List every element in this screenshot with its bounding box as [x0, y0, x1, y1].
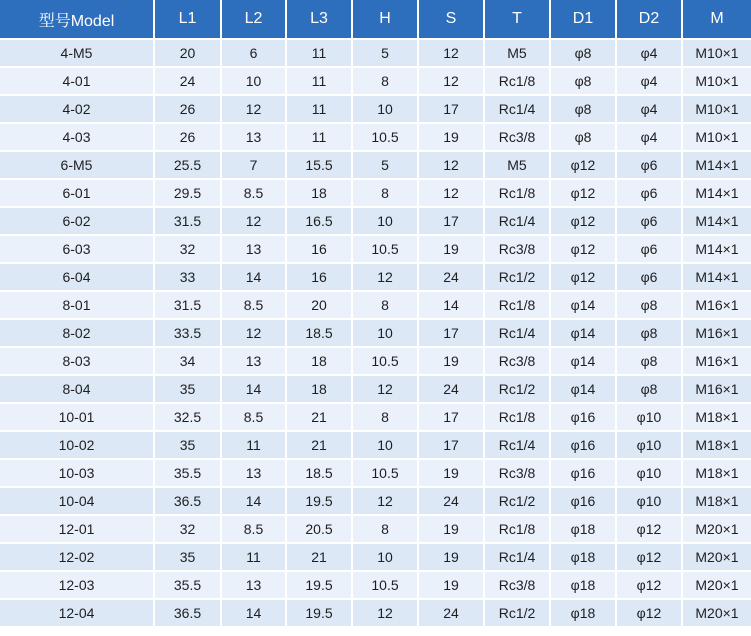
cell-model: 12-04	[0, 600, 155, 628]
table-row	[0, 516, 751, 544]
cell-d2: φ10	[617, 432, 683, 460]
cell-l3: 18	[287, 180, 353, 208]
cell-d1: φ8	[551, 68, 617, 96]
cell-l1: 32	[155, 236, 222, 264]
cell-l2: 14	[222, 376, 287, 404]
cell-l1: 35.5	[155, 572, 222, 600]
cell-d2: φ12	[617, 600, 683, 628]
cell-t: Rc3/8	[485, 348, 551, 376]
cell-d2: φ6	[617, 152, 683, 180]
cell-s: 12	[419, 40, 485, 68]
cell-model: 6-M5	[0, 152, 155, 180]
cell-l3: 18.5	[287, 460, 353, 488]
table-row	[0, 292, 751, 320]
cell-d1: φ18	[551, 516, 617, 544]
cell-h: 10	[353, 320, 419, 348]
cell-d1: φ14	[551, 320, 617, 348]
cell-t: Rc1/2	[485, 488, 551, 516]
table-row	[0, 208, 751, 236]
cell-model: 10-03	[0, 460, 155, 488]
cell-l3: 21	[287, 404, 353, 432]
cell-l3: 21	[287, 544, 353, 572]
cell-l1: 35	[155, 376, 222, 404]
table-row	[0, 432, 751, 460]
cell-d1: φ16	[551, 404, 617, 432]
cell-d2: φ6	[617, 208, 683, 236]
cell-d2: φ6	[617, 180, 683, 208]
cell-l1: 26	[155, 124, 222, 152]
cell-s: 19	[419, 460, 485, 488]
table-row	[0, 544, 751, 572]
cell-l3: 20	[287, 292, 353, 320]
cell-l1: 35	[155, 432, 222, 460]
cell-model: 6-03	[0, 236, 155, 264]
cell-m: M14×1	[683, 208, 751, 236]
cell-t: Rc1/8	[485, 292, 551, 320]
table-row	[0, 320, 751, 348]
cell-h: 10	[353, 208, 419, 236]
header-model: 型号Model	[0, 0, 155, 40]
cell-l3: 19.5	[287, 488, 353, 516]
table-row	[0, 236, 751, 264]
cell-l3: 16	[287, 264, 353, 292]
cell-l2: 10	[222, 68, 287, 96]
cell-h: 10.5	[353, 460, 419, 488]
cell-h: 5	[353, 152, 419, 180]
cell-d2: φ12	[617, 516, 683, 544]
cell-d1: φ12	[551, 208, 617, 236]
cell-l2: 13	[222, 348, 287, 376]
cell-l2: 8.5	[222, 292, 287, 320]
cell-h: 5	[353, 40, 419, 68]
cell-d1: φ16	[551, 488, 617, 516]
cell-l1: 24	[155, 68, 222, 96]
cell-h: 8	[353, 292, 419, 320]
cell-d2: φ4	[617, 40, 683, 68]
cell-d2: φ10	[617, 404, 683, 432]
cell-l2: 7	[222, 152, 287, 180]
cell-model: 8-01	[0, 292, 155, 320]
cell-d2: φ6	[617, 236, 683, 264]
cell-d1: φ14	[551, 348, 617, 376]
cell-l2: 11	[222, 432, 287, 460]
cell-d1: φ14	[551, 292, 617, 320]
cell-d2: φ4	[617, 124, 683, 152]
header-l2: L2	[222, 0, 287, 40]
cell-s: 24	[419, 488, 485, 516]
cell-d1: φ18	[551, 600, 617, 628]
cell-s: 19	[419, 516, 485, 544]
table-header	[0, 0, 751, 40]
cell-m: M10×1	[683, 68, 751, 96]
cell-d2: φ4	[617, 68, 683, 96]
cell-m: M16×1	[683, 320, 751, 348]
cell-s: 17	[419, 96, 485, 124]
cell-m: M16×1	[683, 376, 751, 404]
table-row	[0, 124, 751, 152]
cell-d1: φ14	[551, 376, 617, 404]
cell-h: 12	[353, 264, 419, 292]
cell-d2: φ12	[617, 544, 683, 572]
header-h: H	[353, 0, 419, 40]
cell-l3: 15.5	[287, 152, 353, 180]
cell-d1: φ16	[551, 432, 617, 460]
header-l1: L1	[155, 0, 222, 40]
cell-l1: 35.5	[155, 460, 222, 488]
cell-d1: φ18	[551, 544, 617, 572]
cell-l1: 35	[155, 544, 222, 572]
cell-model: 8-04	[0, 376, 155, 404]
cell-s: 17	[419, 320, 485, 348]
cell-l1: 29.5	[155, 180, 222, 208]
cell-m: M14×1	[683, 152, 751, 180]
cell-d1: φ12	[551, 152, 617, 180]
header-row	[0, 0, 751, 40]
cell-l1: 32	[155, 516, 222, 544]
table-row	[0, 264, 751, 292]
cell-t: Rc1/8	[485, 68, 551, 96]
cell-l3: 20.5	[287, 516, 353, 544]
cell-model: 12-02	[0, 544, 155, 572]
header-d2: D2	[617, 0, 683, 40]
cell-t: Rc3/8	[485, 460, 551, 488]
cell-t: Rc1/4	[485, 432, 551, 460]
header-m: M	[683, 0, 751, 40]
table-row	[0, 376, 751, 404]
cell-l1: 26	[155, 96, 222, 124]
cell-l2: 13	[222, 124, 287, 152]
cell-l1: 36.5	[155, 600, 222, 628]
cell-l1: 36.5	[155, 488, 222, 516]
cell-t: Rc1/8	[485, 516, 551, 544]
cell-m: M16×1	[683, 292, 751, 320]
cell-m: M14×1	[683, 180, 751, 208]
cell-h: 12	[353, 376, 419, 404]
cell-h: 10.5	[353, 348, 419, 376]
table-row	[0, 488, 751, 516]
cell-l1: 20	[155, 40, 222, 68]
cell-model: 8-02	[0, 320, 155, 348]
cell-t: Rc1/2	[485, 376, 551, 404]
cell-l2: 14	[222, 264, 287, 292]
header-s: S	[419, 0, 485, 40]
cell-h: 8	[353, 516, 419, 544]
cell-l3: 11	[287, 124, 353, 152]
cell-l3: 11	[287, 40, 353, 68]
cell-m: M20×1	[683, 544, 751, 572]
cell-m: M20×1	[683, 600, 751, 628]
cell-l2: 13	[222, 572, 287, 600]
cell-model: 4-02	[0, 96, 155, 124]
cell-l3: 11	[287, 96, 353, 124]
cell-model: 6-02	[0, 208, 155, 236]
cell-model: 12-01	[0, 516, 155, 544]
cell-t: Rc1/4	[485, 320, 551, 348]
cell-l3: 18	[287, 348, 353, 376]
cell-t: Rc3/8	[485, 572, 551, 600]
cell-d2: φ8	[617, 320, 683, 348]
cell-m: M20×1	[683, 516, 751, 544]
cell-l2: 12	[222, 208, 287, 236]
cell-l3: 19.5	[287, 572, 353, 600]
table-body	[0, 40, 751, 628]
cell-l3: 21	[287, 432, 353, 460]
cell-t: M5	[485, 152, 551, 180]
header-l3: L3	[287, 0, 353, 40]
cell-s: 17	[419, 432, 485, 460]
cell-d1: φ18	[551, 572, 617, 600]
table-row	[0, 404, 751, 432]
cell-d2: φ4	[617, 96, 683, 124]
cell-d2: φ12	[617, 572, 683, 600]
cell-l3: 11	[287, 68, 353, 96]
cell-h: 12	[353, 600, 419, 628]
cell-t: Rc1/2	[485, 264, 551, 292]
cell-model: 6-04	[0, 264, 155, 292]
table-row	[0, 152, 751, 180]
cell-l3: 18.5	[287, 320, 353, 348]
cell-m: M20×1	[683, 572, 751, 600]
cell-s: 19	[419, 236, 485, 264]
cell-l2: 8.5	[222, 404, 287, 432]
cell-model: 10-04	[0, 488, 155, 516]
cell-l2: 14	[222, 488, 287, 516]
cell-l2: 12	[222, 320, 287, 348]
cell-l2: 6	[222, 40, 287, 68]
cell-t: Rc1/4	[485, 208, 551, 236]
cell-model: 8-03	[0, 348, 155, 376]
cell-d1: φ12	[551, 264, 617, 292]
header-d1: D1	[551, 0, 617, 40]
cell-d1: φ8	[551, 124, 617, 152]
cell-m: M18×1	[683, 488, 751, 516]
cell-h: 10.5	[353, 572, 419, 600]
cell-s: 12	[419, 68, 485, 96]
header-t: T	[485, 0, 551, 40]
cell-d2: φ8	[617, 348, 683, 376]
cell-m: M10×1	[683, 96, 751, 124]
cell-d2: φ10	[617, 460, 683, 488]
cell-l2: 14	[222, 600, 287, 628]
cell-d1: φ16	[551, 460, 617, 488]
cell-s: 19	[419, 544, 485, 572]
cell-l2: 13	[222, 236, 287, 264]
table-row	[0, 572, 751, 600]
cell-l2: 11	[222, 544, 287, 572]
cell-s: 24	[419, 376, 485, 404]
cell-m: M18×1	[683, 460, 751, 488]
cell-t: Rc3/8	[485, 124, 551, 152]
cell-model: 6-01	[0, 180, 155, 208]
cell-t: Rc1/2	[485, 600, 551, 628]
cell-model: 12-03	[0, 572, 155, 600]
cell-t: Rc1/4	[485, 96, 551, 124]
table-row	[0, 600, 751, 628]
cell-s: 17	[419, 404, 485, 432]
cell-l2: 12	[222, 96, 287, 124]
cell-model: 4-M5	[0, 40, 155, 68]
cell-m: M14×1	[683, 264, 751, 292]
cell-t: Rc3/8	[485, 236, 551, 264]
cell-t: Rc1/8	[485, 404, 551, 432]
cell-h: 10	[353, 432, 419, 460]
cell-d2: φ6	[617, 264, 683, 292]
cell-l1: 25.5	[155, 152, 222, 180]
cell-h: 8	[353, 180, 419, 208]
cell-l3: 16	[287, 236, 353, 264]
cell-d2: φ8	[617, 292, 683, 320]
cell-s: 17	[419, 208, 485, 236]
cell-t: M5	[485, 40, 551, 68]
cell-h: 10	[353, 544, 419, 572]
cell-d1: φ8	[551, 96, 617, 124]
cell-s: 12	[419, 152, 485, 180]
cell-l1: 33.5	[155, 320, 222, 348]
cell-s: 19	[419, 124, 485, 152]
table-row	[0, 460, 751, 488]
table-row	[0, 40, 751, 68]
cell-d1: φ8	[551, 40, 617, 68]
cell-l2: 8.5	[222, 516, 287, 544]
cell-l2: 8.5	[222, 180, 287, 208]
cell-model: 10-01	[0, 404, 155, 432]
cell-d1: φ12	[551, 180, 617, 208]
table-row	[0, 96, 751, 124]
cell-l1: 32.5	[155, 404, 222, 432]
cell-s: 19	[419, 572, 485, 600]
cell-s: 19	[419, 348, 485, 376]
cell-d1: φ12	[551, 236, 617, 264]
table-row	[0, 180, 751, 208]
cell-t: Rc1/8	[485, 180, 551, 208]
cell-h: 8	[353, 68, 419, 96]
cell-s: 12	[419, 180, 485, 208]
cell-l3: 16.5	[287, 208, 353, 236]
cell-model: 4-03	[0, 124, 155, 152]
cell-s: 24	[419, 600, 485, 628]
cell-m: M16×1	[683, 348, 751, 376]
cell-h: 12	[353, 488, 419, 516]
cell-h: 10.5	[353, 124, 419, 152]
cell-l1: 34	[155, 348, 222, 376]
cell-m: M18×1	[683, 432, 751, 460]
cell-l1: 31.5	[155, 292, 222, 320]
cell-s: 14	[419, 292, 485, 320]
cell-h: 8	[353, 404, 419, 432]
cell-m: M14×1	[683, 236, 751, 264]
cell-l3: 18	[287, 376, 353, 404]
cell-t: Rc1/4	[485, 544, 551, 572]
cell-m: M18×1	[683, 404, 751, 432]
cell-model: 4-01	[0, 68, 155, 96]
cell-l3: 19.5	[287, 600, 353, 628]
cell-model: 10-02	[0, 432, 155, 460]
cell-l2: 13	[222, 460, 287, 488]
cell-h: 10.5	[353, 236, 419, 264]
table-row	[0, 348, 751, 376]
table-row	[0, 68, 751, 96]
cell-m: M10×1	[683, 124, 751, 152]
cell-d2: φ10	[617, 488, 683, 516]
cell-l1: 33	[155, 264, 222, 292]
cell-h: 10	[353, 96, 419, 124]
cell-m: M10×1	[683, 40, 751, 68]
cell-d2: φ8	[617, 376, 683, 404]
cell-s: 24	[419, 264, 485, 292]
cell-l1: 31.5	[155, 208, 222, 236]
